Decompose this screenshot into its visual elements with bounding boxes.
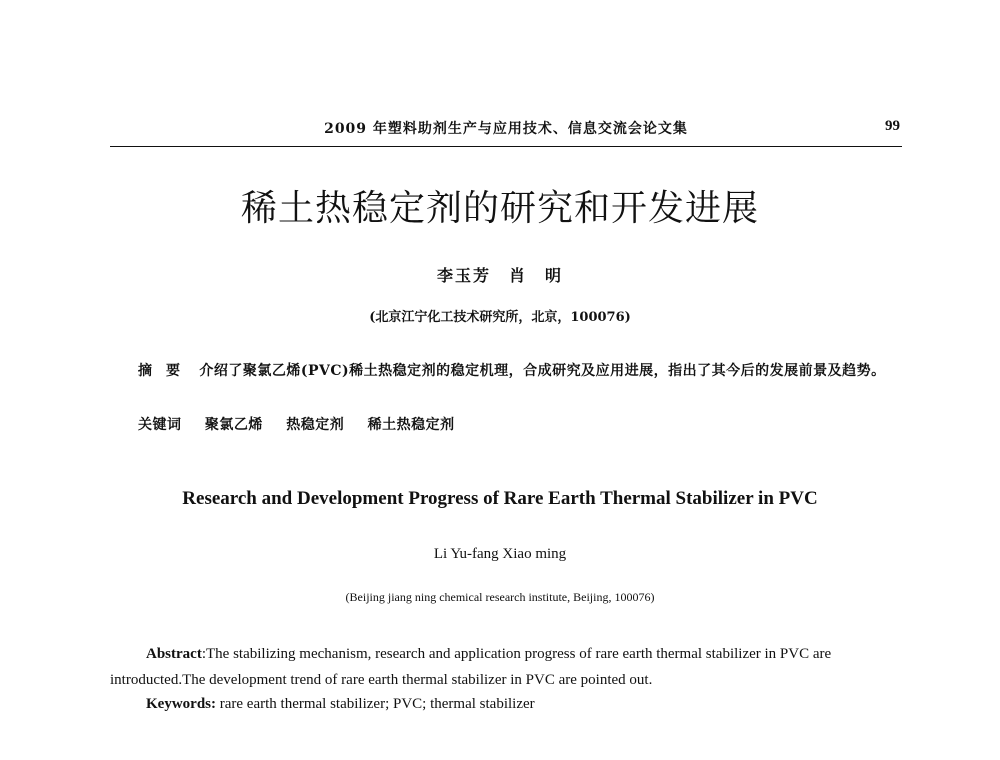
chinese-keywords — [138, 414, 898, 434]
english-title: Research and Development Progress of Rare Earth Thermal Stabilizer in PVC — [182, 488, 818, 509]
chinese-abstract-label: 摘要 — [138, 363, 194, 379]
chinese-keyword: 热稳定剂 — [286, 417, 345, 433]
english-abstract-label: Abstract — [146, 646, 202, 662]
english-abstract — [110, 641, 905, 693]
english-authors: Li Yu-fang Xiao ming — [433, 546, 567, 562]
chinese-affiliation: (北京江宁化工技术研究所，北京，100076) — [369, 310, 631, 325]
english-keywords-label: Keywords: — [146, 696, 216, 712]
chinese-authors: 李玉芳 肖 明 — [436, 266, 563, 285]
chinese-abstract — [110, 358, 905, 385]
chinese-keywords-label: 关键词 — [138, 417, 182, 433]
header-rule — [110, 146, 902, 147]
chinese-title: 稀土热稳定剂的研究和开发进展 — [240, 188, 759, 229]
english-keywords-text: rare earth thermal stabilizer; PVC; thermal stabilizer — [219, 696, 535, 712]
english-keywords — [146, 696, 896, 713]
chinese-keyword: 稀土热稳定剂 — [367, 417, 455, 433]
running-head-title: 2009 年塑料助剂生产与应用技术、信息交流会论文集 — [324, 121, 688, 137]
english-affiliation: (Beijing jiang ning chemical research institute, Beijing, 100076) — [345, 590, 655, 604]
running-head — [110, 118, 902, 140]
chinese-abstract-text: 介绍了聚氯乙烯(PVC)稀土热稳定剂的稳定机理，合成研究及应用进展，指出了其今后的发展前景及趋势。 — [199, 363, 886, 379]
page-number: 99 — [885, 118, 900, 134]
chinese-keyword: 聚氯乙烯 — [204, 417, 263, 433]
english-abstract-text: :The stabilizing mechanism, research and application progress of rare earth thermal stabilizer in PVC are introducted.The development trend of rare earth thermal stabilizer in PVC are pointed out. — [110, 646, 832, 688]
